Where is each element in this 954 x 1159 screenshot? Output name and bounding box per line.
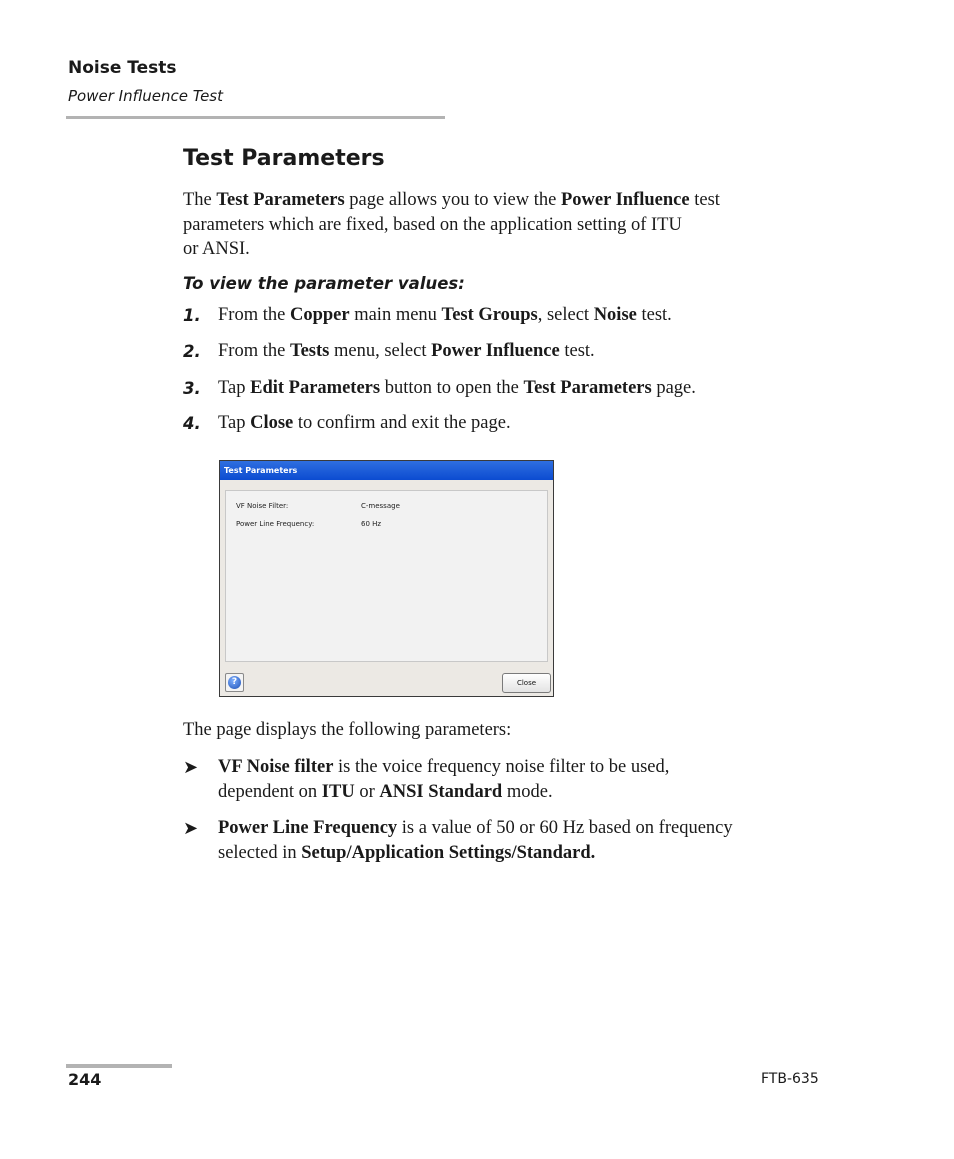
section-subtitle: Power Influence Test [68, 87, 223, 105]
bullet-term: VF Noise filter [218, 757, 334, 777]
step-text [218, 376, 696, 401]
bullet-run: mode. [502, 781, 553, 802]
vf-noise-filter-value: C-message [361, 502, 400, 510]
step-run: menu, select [329, 341, 432, 361]
step-run: button to open the [380, 378, 524, 398]
power-line-frequency-value: 60 Hz [361, 520, 382, 528]
bullet-bold: ITU [321, 781, 355, 802]
step-bold: Power Influence [431, 341, 560, 361]
step-bold: Test Groups [441, 305, 538, 325]
intro-bold: Test Parameters [216, 190, 345, 210]
help-button[interactable] [225, 673, 244, 692]
step-bold: Tests [289, 341, 330, 361]
window-title-bar: Test Parameters [220, 461, 553, 480]
step-bold: Test Parameters [523, 378, 652, 398]
step-run: Tap [218, 413, 251, 433]
bullet-bold: Setup/Application Settings/Standard. [301, 842, 596, 863]
step-run: test. [636, 305, 672, 325]
intro-text: The [183, 190, 217, 210]
close-button[interactable]: Close [502, 673, 551, 693]
step-bold: Edit Parameters [250, 378, 381, 398]
test-parameters-window [219, 460, 554, 697]
help-question-icon: ? [228, 676, 241, 689]
step-run: to confirm and exit the page. [293, 413, 511, 433]
step-bold: Copper [289, 305, 350, 325]
procedure-title: To view the parameter values: [183, 274, 465, 293]
bullet-run: is the voice frequency noise filter to be used, [333, 757, 670, 777]
intro-text: test [689, 190, 720, 210]
bullet-term: Power Line Frequency [218, 818, 398, 838]
step-run: Tap [218, 378, 251, 398]
intro-text: parameters which are fixed, based on the application setting of ITU [183, 214, 682, 235]
intro-paragraph [183, 188, 720, 262]
intro-text: or ANSI. [183, 239, 250, 259]
bullet-run: is a value of 50 or 60 Hz based on frequency [397, 818, 733, 838]
step-number: 4. [183, 414, 201, 433]
bullet-item [218, 816, 818, 865]
product-name: FTB-635 [761, 1071, 819, 1087]
vf-noise-filter-label: VF Noise Filter: [236, 502, 289, 510]
step-run: , select [537, 305, 594, 325]
step-number: 3. [183, 379, 201, 398]
intro-text: page allows you to view the [344, 190, 561, 210]
bullet-run: dependent on [218, 781, 322, 802]
intro-bold: Power Influence [560, 190, 690, 210]
bullet-run: selected in [218, 842, 302, 863]
parameters-panel [225, 490, 548, 662]
step-number: 2. [183, 342, 201, 361]
bullet-item [218, 755, 818, 804]
step-run: main menu [349, 305, 442, 325]
step-run: test. [559, 341, 595, 361]
page-number: 244 [68, 1070, 102, 1089]
bullet-bold: ANSI Standard [379, 781, 503, 802]
step-bold: Noise [593, 305, 637, 325]
step-run: From the [218, 341, 290, 361]
step-text [218, 411, 511, 436]
power-line-frequency-label: Power Line Frequency: [236, 520, 315, 528]
chapter-title: Noise Tests [68, 58, 177, 78]
header-divider [66, 116, 445, 119]
page-title: Test Parameters [183, 146, 385, 171]
step-run: page. [651, 378, 696, 398]
bullet-arrow-icon: ➤ [183, 757, 199, 777]
step-text [218, 303, 672, 328]
step-text [218, 339, 595, 364]
step-bold: Close [250, 413, 294, 433]
step-run: From the [218, 305, 290, 325]
bullet-run: or [354, 781, 380, 802]
step-number: 1. [183, 306, 201, 325]
footer-divider [66, 1064, 172, 1068]
parameters-intro: The page displays the following parameters: [183, 720, 512, 740]
bullet-arrow-icon: ➤ [183, 818, 199, 838]
